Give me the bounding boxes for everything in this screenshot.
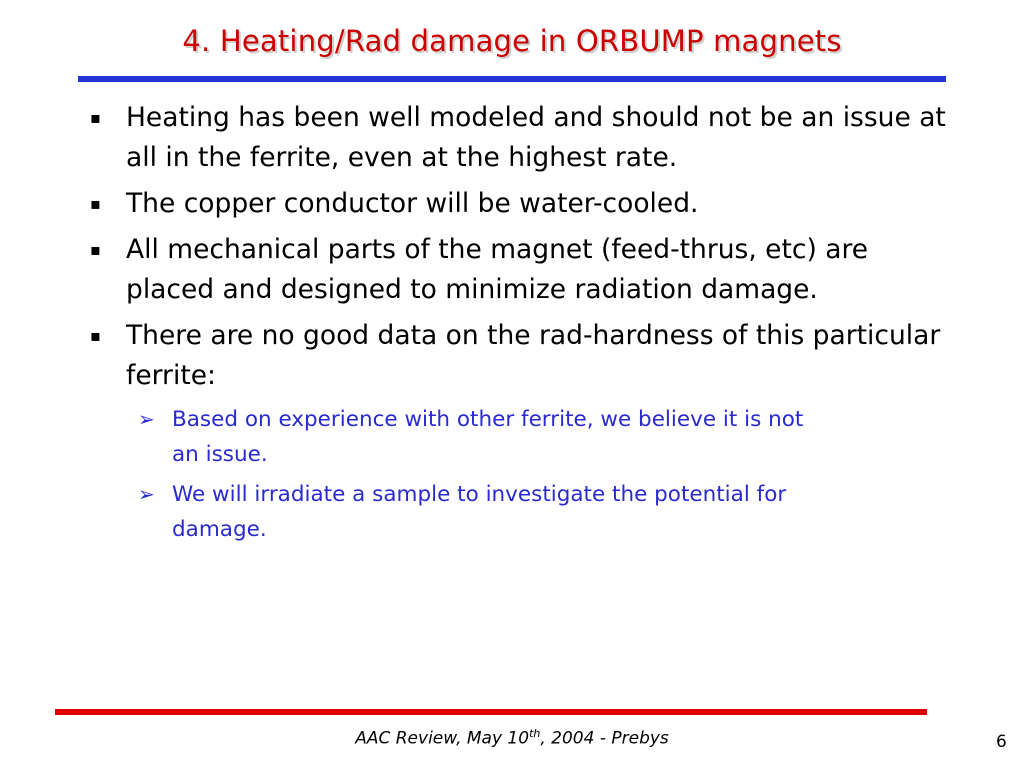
arrow-bullet-icon: ➢	[138, 482, 155, 506]
bullet-item	[88, 316, 948, 396]
bullet-text: There are no good data on the rad-hardness of this particular ferrite:	[126, 320, 941, 391]
bullet-text: The copper conductor will be water-cooled.	[126, 188, 699, 219]
top-divider	[78, 76, 946, 82]
slide-footer	[0, 727, 1024, 749]
square-bullet-icon: ▪	[90, 240, 101, 259]
sub-bullet-item	[88, 402, 832, 472]
bullet-item	[88, 98, 948, 178]
square-bullet-icon: ▪	[90, 326, 101, 345]
bullet-item	[88, 184, 948, 224]
slide-content	[88, 98, 948, 552]
square-bullet-icon: ▪	[90, 108, 101, 127]
page-number: 6	[996, 732, 1007, 752]
bullet-text: Heating has been well modeled and should not be an issue at all in the ferrite, even at the highest rate.	[126, 102, 946, 173]
footer-superscript: th	[529, 727, 541, 740]
bullet-text: All mechanical parts of the magnet (feed-thrus, etc) are placed and designed to minimize radiation damage.	[126, 234, 869, 305]
bullet-item	[88, 230, 948, 310]
footer-prefix: AAC Review, May 10	[355, 728, 530, 749]
footer-suffix: , 2004 - Prebys	[540, 728, 669, 749]
sub-bullet-text: We will irradiate a sample to investigate the potential for damage.	[172, 482, 787, 542]
slide-title: 4. Heating/Rad damage in ORBUMP magnets	[182, 24, 842, 58]
square-bullet-icon: ▪	[90, 194, 101, 213]
bottom-divider	[55, 709, 927, 715]
arrow-bullet-icon: ➢	[138, 407, 155, 431]
sub-bullet-item	[88, 477, 832, 547]
sub-bullet-text: Based on experience with other ferrite, we believe it is not an issue.	[172, 407, 804, 467]
